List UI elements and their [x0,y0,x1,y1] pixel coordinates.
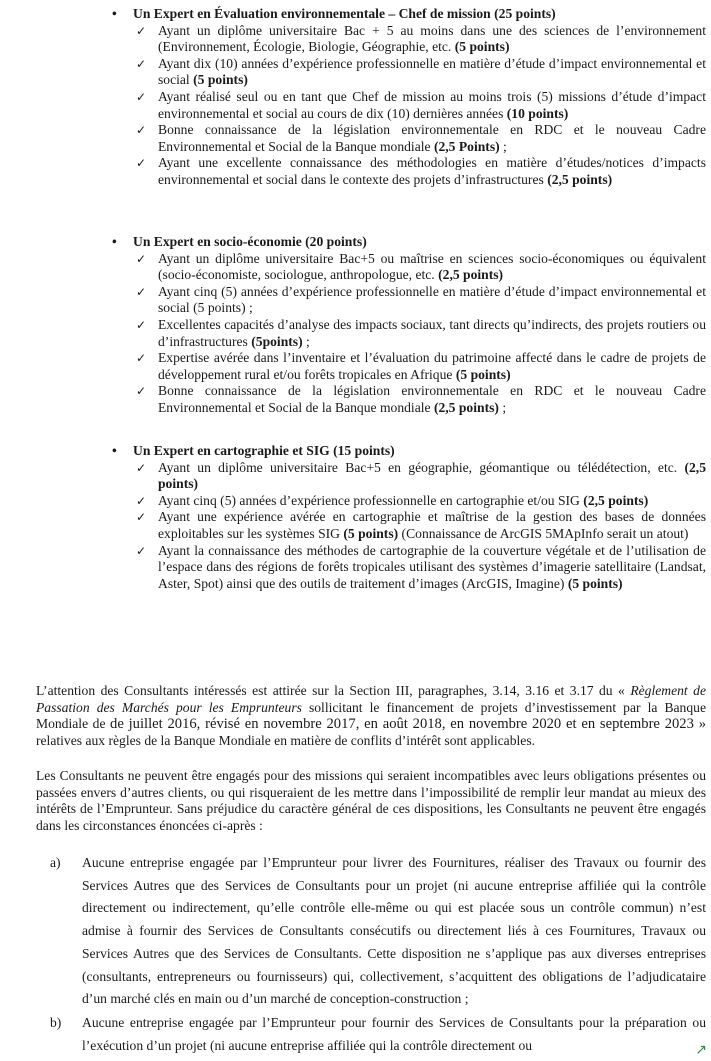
criterion: ✓ Ayant cinq (5) années d’expérience professionnelle en matière d’étude d’impact environnemental et social (5 points) ; [136,283,706,316]
checkmark-icon: ✓ [136,23,147,38]
criterion: ✓ Ayant réalisé seul ou en tant que Chef de mission au moins trois (5) missions d’étude d’impact environnemental et social au cours de dix (10) dernières années (10 points) [136,88,706,121]
corner-arrow-icon: ↗ [695,1042,707,1059]
expert-title: • Un Expert en cartographie et SIG (15 points) [112,443,395,458]
criterion: ✓ Ayant un diplôme universitaire Bac+5 ou maîtrise en sciences socio-économiques ou équivalent (socio-économiste, sociologue, anthropologue, etc. (2,5 points) [136,250,706,283]
bullet-icon: • [112,234,117,249]
expert-title: • Un Expert en Évaluation environnementale – Chef de mission (25 points) [112,6,556,21]
list-item: a) Aucune entreprise engagée par l’Emprunteur pour livrer des Fournitures, réaliser des Travaux ou fournir des Services Autres que des Services de Consultants pour un projet (ni aucune entreprise affiliée qui la contrôle directement ou indirectement, qu’elle contrôle elle-même ou qui est placée sous un contrôle commun) n’est admise à fournir des Services de Consultants consécutifs ou directement liés à ces Fournitures, Travaux ou Services Autres que des Services de Consultants. Cette disposition ne s’applique pas aux diverses entreprises (consultants, entrepreneurs ou fournisseurs) qui, collectivement, s’acquittent des obligations de l’adjudicataire d’un marché clés en main ou d’un marché de conception-construction ; [50,855,706,1007]
criterion: ✓ Bonne connaissance de la législation environnementale en RDC et le nouveau Cadre Environnemental et Social de la Banque mondiale (2,5 Points) ; [136,122,706,154]
criterion: ✓ Bonne connaissance de la législation environnementale en RDC et le nouveau Cadre Environnemental et Social de la Banque mondiale (2,5 points) ; [136,383,706,415]
list-item: b) Aucune entreprise engagée par l’Emprunteur pour fournir des Services de Consultants pour la préparation ou l’exécution d’un projet (ni aucune entreprise affiliée qui la contrôle directement ou [50,1014,706,1053]
criterion: ✓ Ayant la connaissance des méthodes de cartographie de la couverture végétale et de l’utilisation de l’espace dans des régions de forêts tropicales utilisant des systèmes d’imagerie satellitaire (Landsat, Aster, Spot) ainsi que des outils de traitement d’images (ArcGIS, Imagine) (5 points) [136,542,706,591]
consultant-restrictions-paragraph: Les Consultants ne peuvent être engagés pour des missions qui seraient incompatibles avec leurs obligations présentes ou passées envers d’autres clients, ou qui risqueraient de les mettre dans l’impossibilité de remplir leur mandat au mieux des intérêts de l’Emprunteur. Sans préjudice du caractère général de ces dispositions, les Consultants ne peuvent être engagés dans les circonstances énoncées ci-après : [36,768,706,833]
criterion: ✓ Ayant un diplôme universitaire Bac+5 en géographie, géomantique ou télédétection, etc. (2,5 points) [136,459,706,492]
checkmark-icon: ✓ [136,89,147,104]
checkmark-icon: ✓ [136,251,147,266]
checkmark-icon: ✓ [136,384,147,399]
checkmark-icon: ✓ [136,543,147,558]
checkmark-icon: ✓ [136,351,147,366]
checkmark-icon: ✓ [136,284,147,299]
criterion: ✓ Ayant un diplôme universitaire Bac + 5 au moins dans une des sciences de l’environnement (Environnement, Écologie, Biologie, Géographie, etc. (5 points) [136,22,706,55]
criterion: ✓ Ayant une excellente connaissance des méthodologies en matière d’études/notices d’impacts environnemental et social dans le contexte des projets d’infrastructures (2,5 points) [136,155,706,187]
criterion: ✓ Ayant cinq (5) années d’expérience professionnelle en cartographie et/ou SIG (2,5 points) [136,492,649,508]
expert-title: • Un Expert en socio-économie (20 points) [112,234,367,249]
conflict-of-interest-paragraph: L’attention des Consultants intéressés est attirée sur la Section III, paragraphes, 3.14, 3.16 et 3.17 du « Règlement de Passation des Marchés pour les Emprunteurs sollicitant le financement de projets d’investissement par la Banque Mondiale de de juillet 2016, révisé en novembre 2017, en août 2018, en novembre 2020 et en septembre 2023 » relatives aux règles de la Banque Mondiale en matière de conflits d’intérêt sont applicables. [36,683,706,748]
checkmark-icon: ✓ [136,460,147,475]
expert-block-1 [112,6,706,189]
checkmark-icon: ✓ [136,123,147,138]
checkmark-icon: ✓ [136,317,147,332]
checkmark-icon: ✓ [136,56,147,71]
checkmark-icon: ✓ [136,493,147,508]
restriction-list [50,852,706,1057]
criterion: ✓ Ayant une expérience avérée en cartographie et maîtrise de la gestion des bases de données exploitables sur les systèmes SIG (5 points) (Connaissance de ArcGIS 5MApInfo serait un atout) [136,509,706,541]
criterion: ✓ Excellentes capacités d’analyse des impacts sociaux, tant directs qu’indirects, des projets routiers ou d’infrastructures (5points) ; [136,316,706,349]
checkmark-icon: ✓ [136,156,147,171]
expert-block-2 [112,234,706,417]
bullet-icon: • [112,443,117,458]
criterion: ✓ Expertise avérée dans l’inventaire et l’évaluation du patrimoine affecté dans le cadre de projets de développement rural et/ou forêts tropicales en Afrique (5 points) [136,350,706,382]
checkmark-icon: ✓ [136,510,147,525]
expert-block-3 [112,443,706,592]
bullet-icon: • [112,6,117,21]
criterion: ✓ Ayant dix (10) années d’expérience professionnelle en matière d’étude d’impact environnemental et social (5 points) [136,55,706,88]
